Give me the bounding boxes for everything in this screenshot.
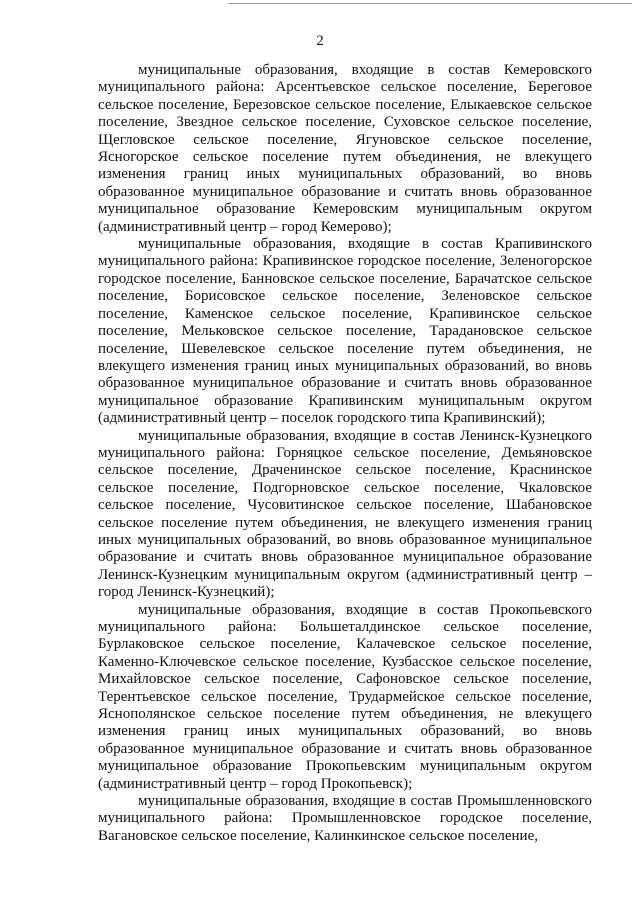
paragraph-prokopyevsky: муниципальные образования, входящие в состав Прокопьевского муниципального района: Большеталдинское сельское поселение, Бурлаковское сельское поселение, Калачевское сельское поселение, Каменно-Ключевское сельское поселение, Кузбасское сельское поселение, Михайловское сельское поселение, Сафоновское сельское поселение, Терентьевское сельское поселение, Трудармейское сельское поселение, Яснополянское сельское поселение путем объединения, не влекущего изменения границ иных муниципальных образований, во вновь образованное муниципальное образование и считать вновь образованное муниципальное образование Прокопьевским муниципальным округом (административный центр – город Прокопьевск);	[98, 601, 592, 792]
document-body	[98, 62, 592, 845]
top-divider-line	[228, 3, 632, 4]
paragraph-kemerovsky: муниципальные образования, входящие в состав Кемеровского муниципального района: Арсентьевское сельское поселение, Береговое сельское поселение, Березовское сельское поселение, Елыкаевское сельское поселение, Звездное сельское поселение, Суховское сельское поселение, Щегловское сельское поселение, Ягуновское сельское поселение, Ясногорское сельское поселение путем объединения, не влекущего изменения границ иных муниципальных образований, во вновь образованное муниципальное образование и считать вновь образованное муниципальное образование Кемеровским муниципальным округом (административный центр – город Кемерово);	[98, 62, 592, 235]
page-number: 2	[316, 33, 324, 49]
paragraph-krapivinsky: муниципальные образования, входящие в состав Крапивинского муниципального района: Крапивинское городское поселение, Зеленогорское городское поселение, Банновское сельское поселение, Барачатское сельское поселение, Борисовское сельское поселение, Зеленовское сельское поселение, Каменское сельское поселение, Крапивинское сельское поселение, Мельковское сельское поселение, Тарадановское сельское поселение, Шевелевское сельское поселение путем объединения, не влекущего изменения границ иных муниципальных образований, во вновь образованное муниципальное образование и считать вновь образованное муниципальное образование Крапивинским муниципальным округом (административный центр – поселок городского типа Крапивинский);	[98, 236, 592, 427]
paragraph-leninsk-kuznetsky: муниципальные образования, входящие в состав Ленинск-Кузнецкого муниципального района: Горняцкое сельское поселение, Демьяновское сельское поселение, Драченинское сельское поселение, Краснинское сельское поселение, Подгорновское сельское поселение, Чкаловское сельское поселение, Чусовитинское сельское поселение, Шабановское сельское поселение путем объединения, не влекущего изменения границ иных муниципальных образований, во вновь образованное муниципальное образование и считать вновь образованное муниципальное образование Ленинск-Кузнецким муниципальным округом (административный центр – город Ленинск-Кузнецкий);	[98, 427, 592, 601]
paragraph-promyshlennovsky: муниципальные образования, входящие в состав Промышленновского муниципального района: Промышленновское городское поселение, Вагановское сельское поселение, Калинкинское сельское поселение,	[98, 793, 592, 844]
